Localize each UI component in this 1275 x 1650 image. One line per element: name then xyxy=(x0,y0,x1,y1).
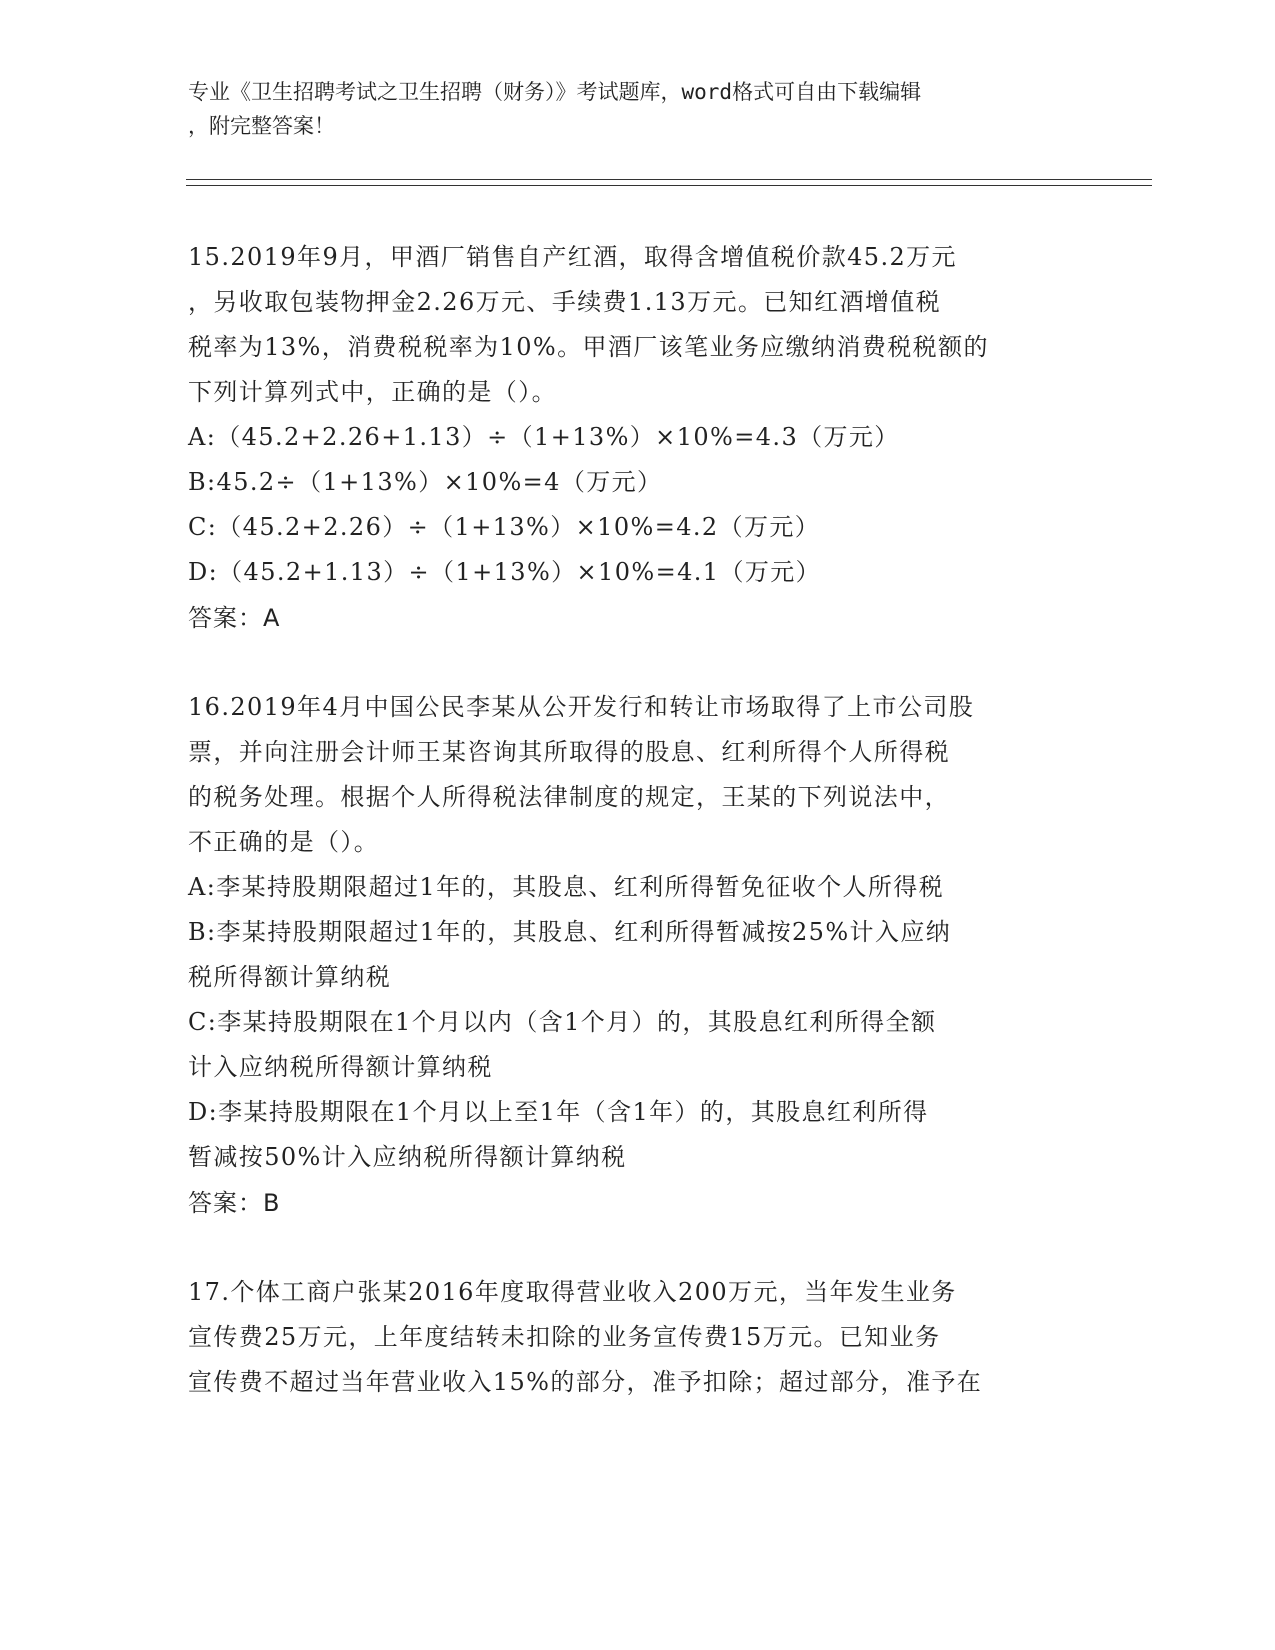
option-c: C:李某持股期限在1个月以内（含1个月）的，其股息红利所得全额 xyxy=(188,1008,937,1036)
question-stem-line: ，另收取包装物押金2.26万元、手续费1.13万元。已知红酒增值税 xyxy=(188,288,942,316)
option-a: A:（45.2+2.26+1.13）÷（1+13%）×10%=4.3（万元） xyxy=(188,423,900,451)
option-d: D:（45.2+1.13）÷（1+13%）×10%=4.1（万元） xyxy=(188,558,822,586)
header-line-2: ，附完整答案！ xyxy=(188,114,335,138)
question-stem-line: 16.2019年4月中国公民李某从公开发行和转让市场取得了上市公司股 xyxy=(188,693,975,721)
option-c: C:（45.2+2.26）÷（1+13%）×10%=4.2（万元） xyxy=(188,513,821,541)
question-stem-line: 宣传费25万元，上年度结转未扣除的业务宣传费15万元。已知业务 xyxy=(188,1323,941,1351)
header-line-1: 专业《卫生招聘考试之卫生招聘（财务）》考试题库，word格式可自由下载编辑 xyxy=(188,80,922,104)
option-a: A:李某持股期限超过1年的，其股息、红利所得暂免征收个人所得税 xyxy=(188,873,945,901)
header-divider-top xyxy=(186,179,1152,180)
question-stem-line: 的税务处理。根据个人所得税法律制度的规定，王某的下列说法中， xyxy=(188,783,950,811)
answer-line: 答案：A xyxy=(188,604,281,632)
header-divider-bottom xyxy=(186,185,1152,186)
answer-line: 答案：B xyxy=(188,1189,281,1217)
option-b: B:45.2÷（1+13%）×10%=4（万元） xyxy=(188,468,663,496)
question-stem-line: 税率为13%，消费税税率为10%。甲酒厂该笔业务应缴纳消费税税额的 xyxy=(188,333,989,361)
option-b: B:李某持股期限超过1年的，其股息、红利所得暂减按25%计入应纳 xyxy=(188,918,952,946)
question-stem-line: 下列计算列式中，正确的是（）。 xyxy=(188,378,557,406)
question-stem-line: 15.2019年9月，甲酒厂销售自产红酒，取得含增值税价款45.2万元 xyxy=(188,243,957,271)
question-stem-line: 不正确的是（）。 xyxy=(188,828,380,856)
document-header xyxy=(188,75,1068,143)
option-d-continued: 暂减按50%计入应纳税所得额计算纳税 xyxy=(188,1143,627,1171)
option-b-continued: 税所得额计算纳税 xyxy=(188,963,392,991)
question-stem-line: 17.个体工商户张某2016年度取得营业收入200万元，当年发生业务 xyxy=(188,1278,957,1306)
questions-list xyxy=(188,235,1088,1449)
question-17 xyxy=(188,1270,1088,1405)
question-stem-line: 宣传费不超过当年营业收入15%的部分，准予扣除；超过部分，准予在 xyxy=(188,1368,983,1396)
question-15 xyxy=(188,235,1088,641)
option-d: D:李某持股期限在1个月以上至1年（含1年）的，其股息红利所得 xyxy=(188,1098,929,1126)
question-16 xyxy=(188,685,1088,1226)
option-c-continued: 计入应纳税所得额计算纳税 xyxy=(188,1053,493,1081)
question-stem-line: 票，并向注册会计师王某咨询其所取得的股息、红利所得个人所得税 xyxy=(188,738,950,766)
